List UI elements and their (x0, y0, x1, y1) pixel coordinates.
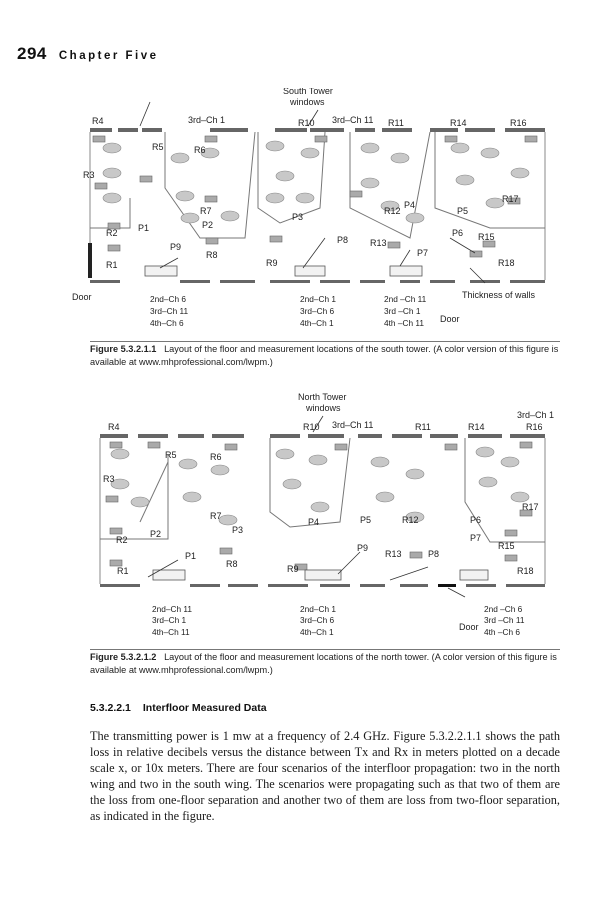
label-p5: P5 (457, 206, 469, 216)
label-r18: R18 (498, 258, 515, 268)
label-r3: R3 (103, 474, 115, 484)
label-p9: P9 (170, 242, 182, 252)
label-p4: P4 (308, 517, 320, 527)
tower-label-1: North Tower (298, 392, 347, 402)
label-r12: R12 (384, 206, 401, 216)
walls-label: Thickness of walls (462, 290, 536, 300)
ch-group1-line3: 4th–Ch 11 (152, 627, 190, 637)
label-p1: P1 (138, 223, 150, 233)
label-r4: R4 (92, 116, 104, 126)
label-r9: R9 (266, 258, 278, 268)
bottom-wall (100, 584, 545, 587)
top-wall (90, 128, 545, 132)
ch-group1-line2: 3rd–Ch 11 (150, 306, 189, 316)
label-r13: R13 (370, 238, 387, 248)
top-channel-right-label: 3rd–Ch 1 (517, 410, 555, 420)
page-number: 294 (17, 44, 47, 63)
label-r6: R6 (194, 145, 206, 155)
ch-group3-line1: 2nd –Ch 6 (484, 604, 523, 614)
door-right-label: Door (440, 314, 460, 324)
label-r12: R12 (402, 515, 419, 525)
label-p2: P2 (202, 220, 214, 230)
top-wall (100, 434, 545, 438)
top-channel-label: 3rd–Ch 1 (188, 115, 226, 125)
label-p5: P5 (360, 515, 372, 525)
north-tower-floor-plan (70, 392, 555, 642)
label-p8: P8 (428, 549, 440, 559)
label-p1: P1 (185, 551, 197, 561)
label-r11: R11 (388, 118, 404, 128)
label-r17: R17 (502, 194, 519, 204)
figure1-caption-label: Figure 5.3.2.1.1 (90, 344, 157, 354)
label-r1: R1 (117, 566, 129, 576)
label-p3: P3 (292, 212, 304, 222)
label-r16: R16 (526, 422, 543, 432)
label-r8: R8 (206, 250, 218, 260)
top-channel-mid-label: 3rd–Ch 11 (332, 420, 374, 430)
caption-rule-1 (90, 341, 560, 342)
door-label: Door (459, 622, 479, 632)
label-p6: P6 (470, 515, 482, 525)
ch-group1-line1: 2nd–Ch 11 (152, 604, 192, 614)
south-tower-figure (70, 88, 555, 338)
figure2-caption-label: Figure 5.3.2.1.2 (90, 652, 157, 662)
figure1-caption (90, 343, 560, 368)
label-p9: P9 (357, 543, 369, 553)
label-r17: R17 (522, 502, 539, 512)
figure1-caption-text: Layout of the floor and measurement locations of the south tower. (A color version of this figure is available at www.mhprofessional.com/lwpm.) (90, 344, 559, 367)
label-r11: R11 (415, 422, 431, 432)
ch-group3-line1: 2nd –Ch 11 (384, 294, 427, 304)
ch-group3-line3: 4th –Ch 11 (384, 318, 424, 328)
label-r7: R7 (200, 206, 212, 216)
label-r9: R9 (287, 564, 299, 574)
section-title: Interfloor Measured Data (142, 702, 267, 714)
ch-group2-line2: 3rd–Ch 6 (300, 615, 335, 625)
ch-group1-line2: 3rd–Ch 1 (152, 615, 187, 625)
label-r2: R2 (106, 228, 118, 238)
chapter-title: Chapter Five (58, 50, 159, 62)
south-tower-floor-plan (70, 88, 555, 338)
door-left-label: Door (72, 292, 92, 302)
bottom-wall (90, 280, 545, 283)
label-p3: P3 (232, 525, 244, 535)
label-p2: P2 (150, 529, 162, 539)
label-r4: R4 (108, 422, 120, 432)
label-r1: R1 (106, 260, 118, 270)
label-p4: P4 (404, 200, 416, 210)
ch-group2-line3: 4th–Ch 1 (300, 627, 334, 637)
label-p7: P7 (417, 248, 429, 258)
label-r7: R7 (210, 511, 222, 521)
label-r5: R5 (152, 142, 164, 152)
ch-group2-line1: 2nd–Ch 1 (300, 294, 336, 304)
label-r15: R15 (498, 541, 515, 551)
ch-group3-line3: 4th –Ch 6 (484, 627, 520, 637)
label-r14: R14 (450, 118, 467, 128)
ch-group2-line3: 4th–Ch 1 (300, 318, 334, 328)
ch-group2-line1: 2nd–Ch 1 (300, 604, 336, 614)
section-paragraph: The transmitting power is 1 mw at a frequency of 2.4 GHz. Figure 5.3.2.2.1.1 shows the path loss in relative decibels versus the distance between Tx and Rx in meters plotted on a decade scale x, or 10x meters. There are four scenarios of the interfloor propagation: two in the north wing and two in the south wing. The scenarios were propagating such as that two of them are the loss from one-floor separation and another two of them are loss from two-floor separation, as indicated in the figure. (90, 729, 560, 824)
transmitters (153, 570, 488, 580)
label-p7: P7 (470, 533, 482, 543)
figure2-caption-text: Layout of the floor and measurement locations of the north tower. (A color version of this figure is available at www.mhprofessional.com/lwpm.) (90, 652, 557, 675)
label-r18: R18 (517, 566, 534, 576)
label-r2: R2 (116, 535, 128, 545)
section-heading (90, 702, 267, 714)
label-r5: R5 (165, 450, 177, 460)
caption-rule-2 (90, 649, 560, 650)
label-r10: R10 (303, 422, 320, 432)
north-tower-figure (70, 392, 555, 642)
figure2-caption (90, 651, 560, 676)
door-left-marker (88, 243, 92, 278)
tower-label-2: windows (290, 97, 325, 107)
label-r14: R14 (468, 422, 485, 432)
ch-group1-line3: 4th–Ch 6 (150, 318, 184, 328)
ch-group3-line2: 3rd –Ch 11 (484, 615, 525, 625)
label-r16: R16 (510, 118, 527, 128)
label-r3: R3 (83, 170, 95, 180)
tower-label-2: windows (306, 403, 341, 413)
transmitters (145, 266, 422, 276)
label-r6: R6 (210, 452, 222, 462)
label-p6: P6 (452, 228, 464, 238)
label-r15: R15 (478, 232, 495, 242)
ch-group2-line2: 3rd–Ch 6 (300, 306, 335, 316)
top-channel-mid-label: 3rd–Ch 11 (332, 115, 374, 125)
label-r13: R13 (385, 549, 402, 559)
tower-label-1: South Tower (283, 88, 333, 96)
ch-group3-line2: 3rd –Ch 1 (384, 306, 421, 316)
section-number: 5.3.2.2.1 (90, 702, 131, 714)
label-r10: R10 (298, 118, 315, 128)
ch-group1-line1: 2nd–Ch 6 (150, 294, 186, 304)
label-r8: R8 (226, 559, 238, 569)
page-header (17, 44, 159, 64)
label-p8: P8 (337, 235, 349, 245)
